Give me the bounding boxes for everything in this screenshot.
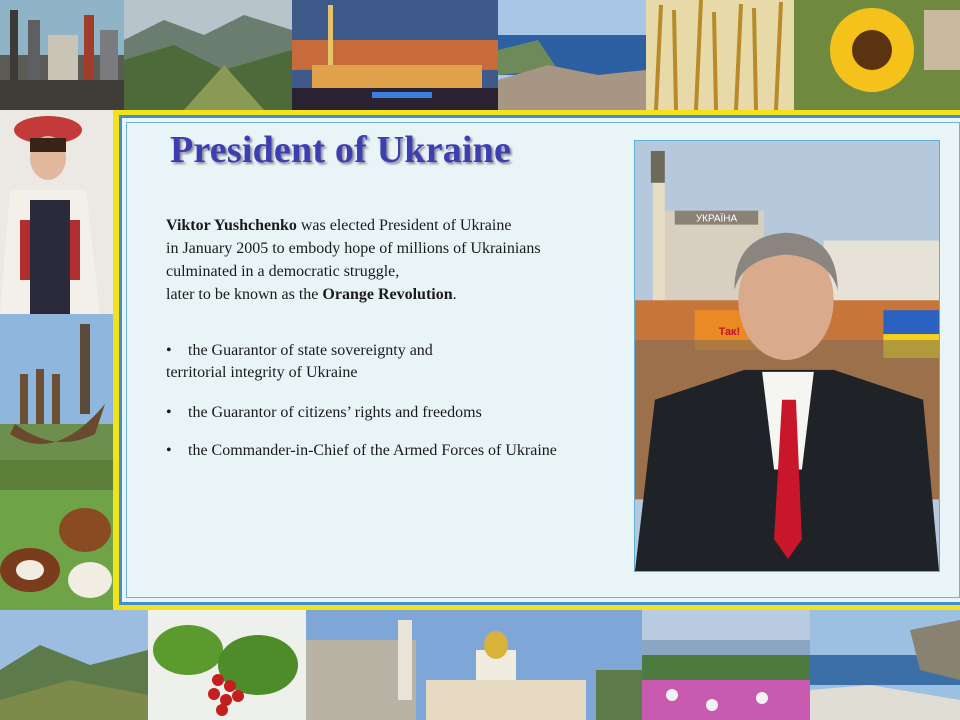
banner-text: Так!	[718, 326, 741, 339]
wheat-field-photo	[646, 0, 794, 110]
intro-paragraph	[166, 214, 636, 306]
president-portrait-photo	[634, 140, 940, 572]
cows-in-pasture-photo	[0, 460, 113, 610]
building-sign: УКРАЇНА	[695, 213, 738, 225]
crimea-coast-photo	[810, 610, 960, 720]
sunflower-photo	[794, 0, 960, 110]
bullet-icon: •	[166, 342, 172, 359]
bullet-icon: •	[166, 404, 172, 421]
dnipro-river-flowers-photo	[642, 610, 810, 720]
st-michaels-cathedral-photo	[306, 610, 642, 720]
intro-line-4-end: .	[452, 286, 457, 303]
kyiv-founders-monument-photo	[0, 314, 113, 460]
intro-line-4: later to be known as the	[166, 286, 323, 303]
list-item-sovereignty	[166, 340, 433, 384]
viburnum-berries-photo	[148, 610, 306, 720]
bullet-text-continued: territorial integrity of Ukraine	[166, 364, 358, 381]
intro-line-3: culminated in a democratic struggle,	[166, 263, 400, 280]
intro-line-2: in January 2005 to embody hope of millions of Ukrainians	[166, 240, 541, 257]
intro-line-1: was elected President of Ukraine	[296, 217, 512, 234]
woman-in-folk-costume-photo	[0, 110, 113, 314]
list-item-rights	[166, 402, 482, 424]
green-hills-photo	[0, 610, 148, 720]
president-name: Viktor Yushchenko	[166, 217, 297, 234]
mountain-valley-photo	[124, 0, 292, 110]
orange-revolution-term: Orange Revolution	[322, 286, 453, 303]
industrial-plant-photo	[0, 0, 124, 110]
bullet-text: the Commander-in-Chief of the Armed Forces of Ukraine	[188, 442, 557, 459]
kyiv-night-square-photo	[292, 0, 498, 110]
bullet-text: the Guarantor of citizens’ rights and freedoms	[188, 404, 482, 421]
bullet-icon: •	[166, 442, 172, 459]
sea-coast-rocks-photo	[498, 0, 646, 110]
list-item-commander	[166, 440, 557, 462]
page-title: President of Ukraine	[170, 129, 512, 171]
bullet-text: the Guarantor of state sovereignty and	[188, 342, 433, 359]
